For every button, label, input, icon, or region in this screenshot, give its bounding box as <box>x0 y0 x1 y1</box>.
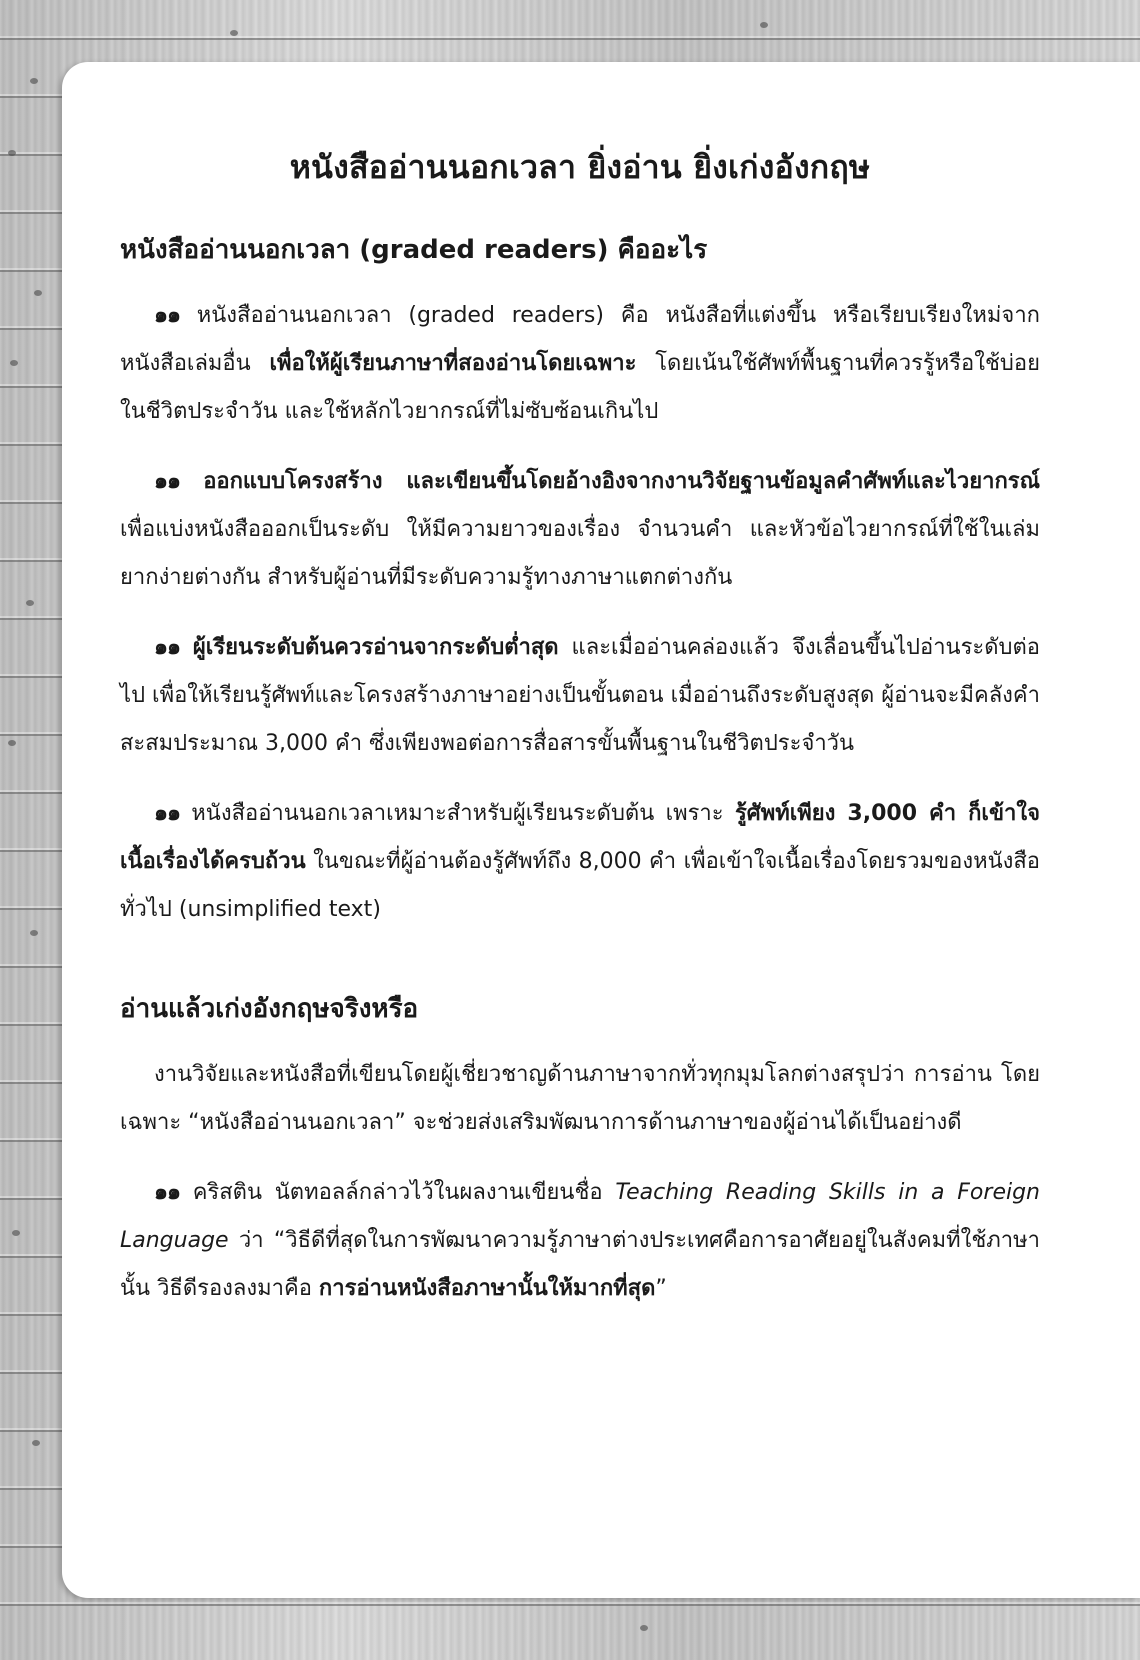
text: คริสติน นัตทอลล์กล่าวไว้ในผลงานเขียนชื่อ <box>192 1180 616 1205</box>
paragraph-vocabulary <box>120 790 1040 934</box>
wood-knot <box>640 1625 648 1631</box>
wood-knot <box>30 930 38 936</box>
page-title: หนังสืออ่านนอกเวลา ยิ่งอ่าน ยิ่งเก่งอังกฤษ <box>289 148 871 186</box>
wood-knot <box>34 290 42 296</box>
text: และเมื่ออ่านคล่องแล้ว จึงเลื่อนขึ้นไปอ่านระดับต่อไป เพื่อให้เรียนรู้ศัพท์และโครงสร้างภาษาอย่างเป็นขั้นตอน เมื่ออ่านถึงระดับสูงสุด ผู้อ่านจะมีคลังคำสะสมประมาณ 3,000 คำ ซึ่งเพียงพอต่อการสื่อสารขั้นพื้นฐานในชีวิตประจำวัน <box>120 635 1040 756</box>
paragraph-research: งานวิจัยและหนังสือที่เขียนโดยผู้เชี่ยวชาญด้านภาษาจากทั่วทุกมุมโลกต่างสรุปว่า การอ่าน โดยเฉพาะ “หนังสืออ่านนอกเวลา” จะช่วยส่งเสริมพัฒนาการด้านภาษาของผู้อ่านได้เป็นอย่างดี <box>120 1062 1040 1135</box>
wood-knot <box>230 30 238 36</box>
bullet-mark: ๑๑ <box>154 1180 180 1205</box>
bullet-mark: ๑๑ <box>154 635 180 660</box>
book-title: Teaching Reading Skills in a Foreign Language <box>120 1180 1040 1253</box>
bullet-mark: ๑๑ <box>154 303 180 328</box>
wood-knot <box>26 600 34 606</box>
bold-text: ผู้เรียนระดับต้นควรอ่านจากระดับต่ำสุด <box>192 635 559 660</box>
bullet-mark: ๑๑ <box>154 801 180 826</box>
text: หนังสืออ่านนอกเวลาเหมาะสำหรับผู้เรียนระดับต้น เพราะ <box>191 801 735 826</box>
text: หนังสืออ่านนอกเวลา (graded readers) คือ หนังสือที่แต่งขึ้น หรือเรียบเรียงใหม่จากหนังสือเล่มอื่น <box>120 303 1040 376</box>
text: เพื่อแบ่งหนังสือออกเป็นระดับ ให้มีความยาวของเรื่อง จำนวนคำ และหัวข้อไวยากรณ์ที่ใช้ในเล่มยากง่ายต่างกัน สำหรับผู้อ่านที่มีระดับความรู้ทางภาษาแตกต่างกัน <box>120 517 1040 590</box>
bullet-mark: ๑๑ <box>154 469 180 494</box>
document-page <box>62 62 1140 1598</box>
wood-knot <box>30 78 38 84</box>
paragraph-definition <box>120 292 1040 436</box>
page-content <box>120 142 1040 1335</box>
text: โดยเน้นใช้ศัพท์พื้นฐานที่ควรรู้หรือใช้บ่อยในชีวิตประจำวัน และใช้หลักไวยากรณ์ที่ไม่ซับซ้อนเกินไป <box>120 351 1040 424</box>
bold-text: เพื่อให้ผู้เรียนภาษาที่สองอ่านโดยเฉพาะ <box>269 351 637 376</box>
bold-text: รู้ศัพท์เพียง 3,000 คำ ก็เข้าใจเนื้อเรื่องได้ครบถ้วน <box>120 801 1040 874</box>
wood-knot <box>32 1440 40 1446</box>
section-heading-graded-readers: หนังสืออ่านนอกเวลา (graded readers) คืออะไร <box>120 235 708 265</box>
wood-knot <box>8 150 16 156</box>
wood-knot <box>12 1230 20 1236</box>
wood-knot <box>760 22 768 28</box>
paragraph-structure <box>120 458 1040 602</box>
text: ในขณะที่ผู้อ่านต้องรู้ศัพท์ถึง 8,000 คำ เพื่อเข้าใจเนื้อเรื่องโดยรวมของหนังสือทั่วไป (unsimplified text) <box>120 849 1040 922</box>
text: ว่า “วิธีดีที่สุดในการพัฒนาความรู้ภาษาต่างประเทศคือการอาศัยอยู่ในสังคมที่ใช้ภาษานั้น วิธีดีรองลงมาคือ <box>120 1228 1040 1301</box>
paragraph-levels <box>120 624 1040 768</box>
bold-text: ออกแบบโครงสร้าง และเขียนขึ้นโดยอ้างอิงจากงานวิจัยฐานข้อมูลคำศัพท์และไวยากรณ์ <box>203 469 1041 494</box>
wood-knot <box>10 360 18 366</box>
bold-text: การอ่านหนังสือภาษานั้นให้มากที่สุด <box>318 1276 656 1301</box>
section-heading-really-better: อ่านแล้วเก่งอังกฤษจริงหรือ <box>120 994 419 1024</box>
text: ” <box>655 1276 667 1301</box>
wood-knot <box>8 740 16 746</box>
paragraph-quote <box>120 1169 1040 1313</box>
